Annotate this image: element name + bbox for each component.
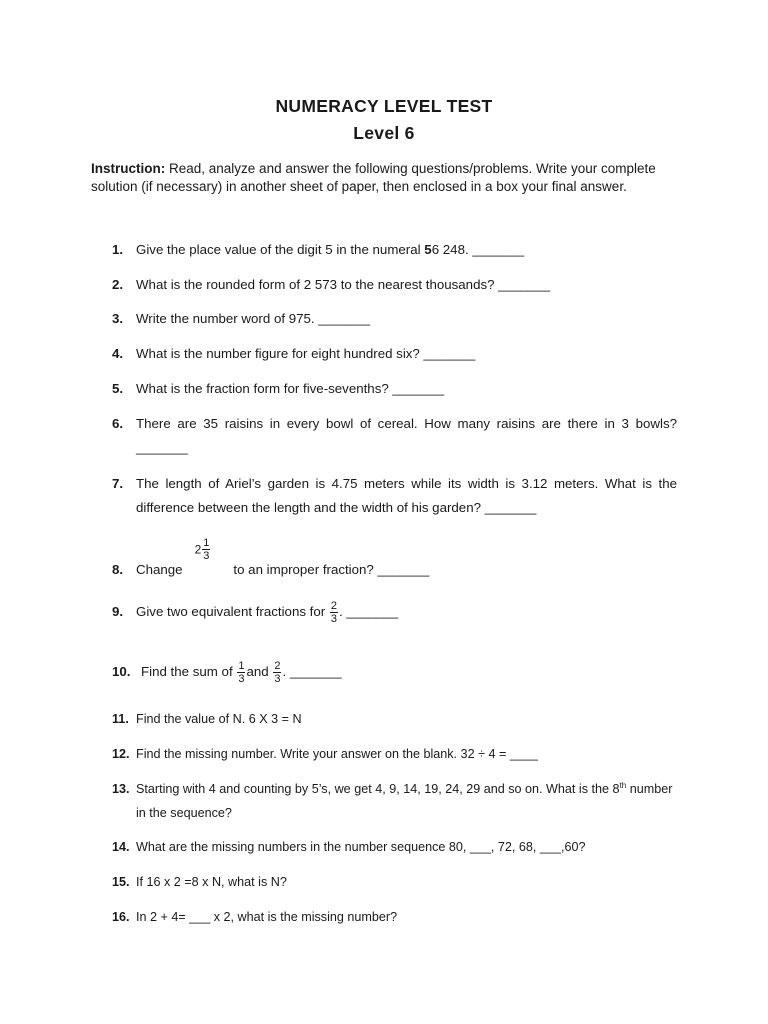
question-number: 14. bbox=[112, 840, 130, 854]
question-text-part: number in the sequence? bbox=[136, 782, 673, 820]
question-text-part: 6 248. _______ bbox=[431, 242, 525, 257]
question-number: 5. bbox=[112, 381, 124, 396]
mixed-number bbox=[195, 537, 212, 562]
question-number: 7. bbox=[112, 476, 124, 491]
bold-digit: 5 bbox=[424, 242, 432, 257]
fraction-numerator: 1 bbox=[238, 660, 245, 672]
question-number: 4. bbox=[112, 346, 124, 361]
fraction bbox=[237, 660, 245, 685]
page-subtitle: Level 6 bbox=[353, 123, 415, 143]
question-text: Find the value of N. 6 X 3 = N bbox=[136, 712, 302, 726]
question-1 bbox=[112, 238, 677, 262]
question-text-part: . _______ bbox=[282, 664, 342, 680]
question-13 bbox=[112, 777, 677, 825]
question-number: 12. bbox=[112, 747, 130, 761]
fraction bbox=[202, 537, 210, 562]
fraction bbox=[273, 660, 281, 685]
question-text: If 16 x 2 =8 x N, what is N? bbox=[136, 875, 287, 889]
question-7 bbox=[112, 472, 677, 520]
question-10 bbox=[112, 660, 677, 685]
question-9 bbox=[112, 600, 677, 625]
question-text-part: Change bbox=[136, 562, 183, 577]
fraction-numerator: 2 bbox=[274, 660, 281, 672]
question-text bbox=[141, 660, 677, 685]
question-text: What is the rounded form of 2 573 to the nearest thousands? _______ bbox=[136, 277, 550, 292]
question-text-part: . _______ bbox=[339, 604, 399, 620]
question-text-part: Give the place value of the digit 5 in the numeral bbox=[136, 242, 425, 257]
question-text bbox=[136, 238, 677, 262]
question-text: Write the number word of 975. _______ bbox=[136, 311, 371, 326]
question-number: 1. bbox=[112, 242, 124, 257]
fraction-numerator: 1 bbox=[203, 537, 210, 549]
fraction-numerator: 2 bbox=[330, 600, 338, 612]
question-6 bbox=[112, 412, 677, 460]
fraction bbox=[330, 600, 338, 625]
question-4 bbox=[112, 342, 677, 366]
question-number: 15. bbox=[112, 875, 130, 889]
question-number: 10. bbox=[112, 664, 131, 679]
question-text: What is the fraction form for five-sevenths? _______ bbox=[136, 381, 445, 396]
question-text bbox=[136, 600, 677, 625]
instruction-label: Instruction: bbox=[91, 161, 166, 176]
question-number: 11. bbox=[112, 712, 129, 726]
question-11 bbox=[112, 707, 677, 731]
question-text bbox=[136, 539, 677, 582]
question-text-part: Give two equivalent fractions for bbox=[136, 604, 329, 620]
question-text: In 2 + 4= ___ x 2, what is the missing number? bbox=[136, 910, 398, 924]
question-12 bbox=[112, 742, 677, 766]
question-text-part: Find the sum of bbox=[141, 664, 237, 680]
question-14 bbox=[112, 835, 677, 859]
question-text-part: Starting with 4 and counting by 5’s, we get 4, 9, 14, 19, 24, 29 and so on. What is the 8 bbox=[136, 782, 620, 796]
question-text: What is the number figure for eight hundred six? _______ bbox=[136, 346, 476, 361]
fraction-denominator: 3 bbox=[330, 613, 338, 625]
question-text: Find the missing number. Write your answer on the blank. 32 ÷ 4 = ____ bbox=[136, 747, 538, 761]
ordinal-suffix: th bbox=[619, 780, 627, 790]
question-number: 6. bbox=[112, 416, 124, 431]
question-number: 13. bbox=[112, 782, 130, 796]
instruction-paragraph bbox=[91, 160, 691, 196]
question-3 bbox=[112, 307, 677, 331]
question-number: 2. bbox=[112, 277, 124, 292]
question-number: 16. bbox=[112, 910, 130, 924]
fraction-denominator: 3 bbox=[274, 673, 281, 685]
question-16 bbox=[112, 905, 677, 929]
question-15 bbox=[112, 870, 677, 894]
question-text: The length of Ariel’s garden is 4.75 meters while its width is 3.12 meters. What is the difference between the length and the width of his garden? _______ bbox=[136, 476, 677, 515]
fraction-denominator: 3 bbox=[238, 673, 245, 685]
page-title: NUMERACY LEVEL TEST bbox=[275, 96, 493, 116]
question-text: What are the missing numbers in the number sequence 80, ___, 72, 68, ___,60? bbox=[136, 840, 586, 854]
question-number: 8. bbox=[112, 562, 124, 577]
fraction-denominator: 3 bbox=[203, 550, 210, 562]
mixed-whole: 2 bbox=[194, 542, 202, 557]
instruction-text: Read, analyze and answer the following questions/problems. Write your complete solution (if necessary) in another sheet of paper, then enclosed in a box your final answer. bbox=[91, 161, 656, 194]
question-text-part: and bbox=[246, 664, 273, 680]
question-text: There are 35 raisins in every bowl of cereal. How many raisins are there in 3 bowls? _______ bbox=[136, 416, 677, 455]
question-text bbox=[136, 777, 677, 825]
question-5 bbox=[112, 377, 677, 401]
question-number: 3. bbox=[112, 311, 124, 326]
question-8 bbox=[112, 539, 677, 582]
question-2 bbox=[112, 273, 677, 297]
question-number: 9. bbox=[112, 604, 124, 619]
question-text-part: to an improper fraction? _______ bbox=[233, 562, 430, 577]
